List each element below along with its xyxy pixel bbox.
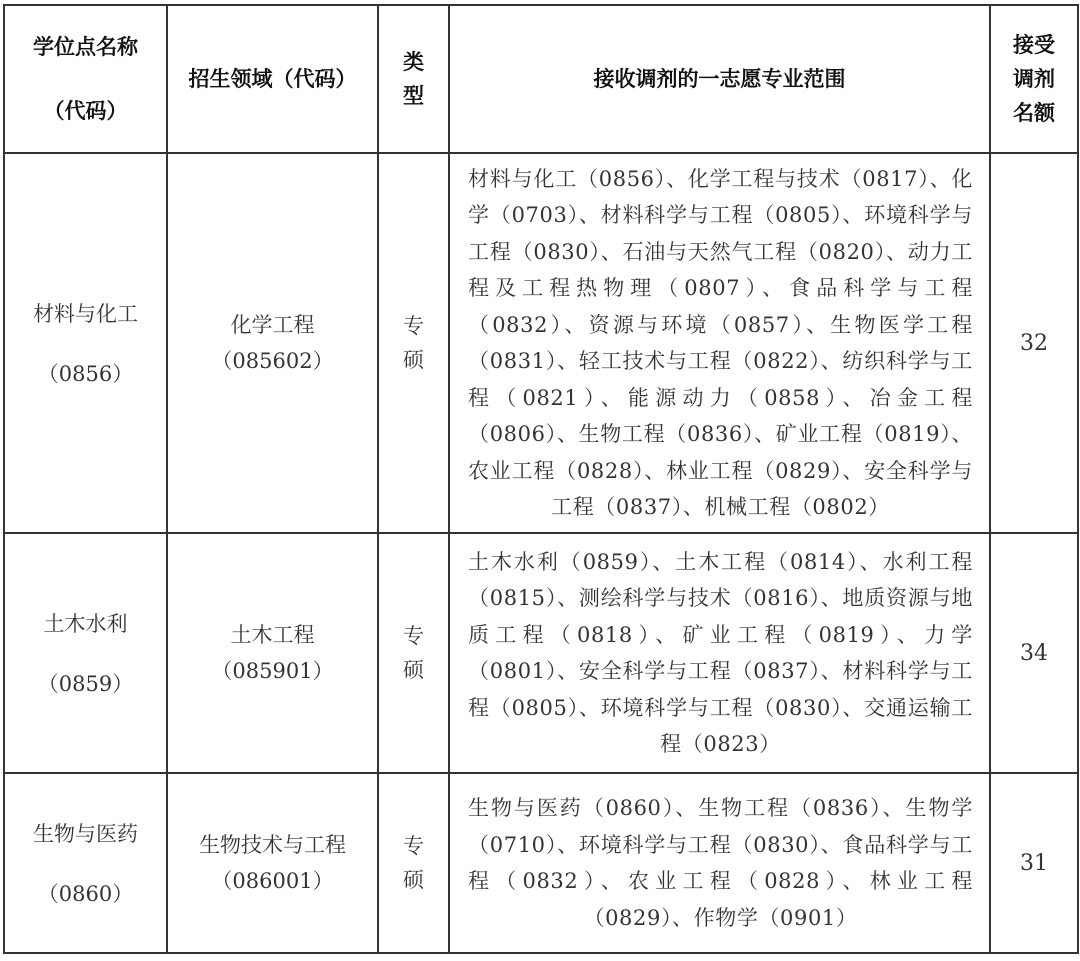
enroll-field-cell: 化学工程 （085602） <box>167 153 378 533</box>
table-row <box>4 153 1078 533</box>
enroll-field-cell: 生物技术与工程 （086001） <box>167 773 378 953</box>
table-row <box>4 533 1078 773</box>
adjustment-table <box>3 4 1079 954</box>
header-accept-range: 接收调剂的一志愿专业范围 <box>449 5 990 153</box>
header-quota: 接受 调剂 名额 <box>990 5 1078 153</box>
degree-name-cell: 生物与医药 （0860） <box>4 773 167 953</box>
accept-range-cell: 生物与医药（0860）、生物工程（0836）、生物学（0710）、环境科学与工程（0830）、食品科学与工程（0832）、农业工程（0828）、林业工程（0829）、作物学（0901） <box>449 773 990 953</box>
type-cell: 专 硕 <box>378 773 449 953</box>
quota-cell: 32 <box>990 153 1078 533</box>
type-cell: 专 硕 <box>378 153 449 533</box>
accept-range-cell: 土木水利（0859）、土木工程（0814）、水利工程（0815）、测绘科学与技术（0816）、地质资源与地质工程（0818）、矿业工程（0819）、力学（0801）、安全科学与工程（0837）、材料科学与工程（0805）、环境科学与工程（0830）、交通运输工程（0823） <box>449 533 990 773</box>
type-cell: 专 硕 <box>378 533 449 773</box>
header-degree-name: 学位点名称 （代码） <box>4 5 167 153</box>
header-row <box>4 5 1078 153</box>
degree-name-cell: 土木水利 （0859） <box>4 533 167 773</box>
table-row <box>4 773 1078 953</box>
quota-cell: 34 <box>990 533 1078 773</box>
enroll-field-cell: 土木工程 （085901） <box>167 533 378 773</box>
degree-name-cell: 材料与化工 （0856） <box>4 153 167 533</box>
header-enroll-field: 招生领域（代码） <box>167 5 378 153</box>
header-type: 类 型 <box>378 5 449 153</box>
quota-cell: 31 <box>990 773 1078 953</box>
accept-range-cell: 材料与化工（0856）、化学工程与技术（0817）、化学（0703）、材料科学与工程（0805）、环境科学与工程（0830）、石油与天然气工程（0820）、动力工程及工程热物理（0807）、食品科学与工程（0832）、资源与环境（0857）、生物医学工程（0831）、轻工技术与工程（0822）、纺织科学与工程（0821）、能源动力（0858）、冶金工程（0806）、生物工程（0836）、矿业工程（0819）、农业工程（0828）、林业工程（0829）、安全科学与工程（0837）、机械工程（0802） <box>449 153 990 533</box>
